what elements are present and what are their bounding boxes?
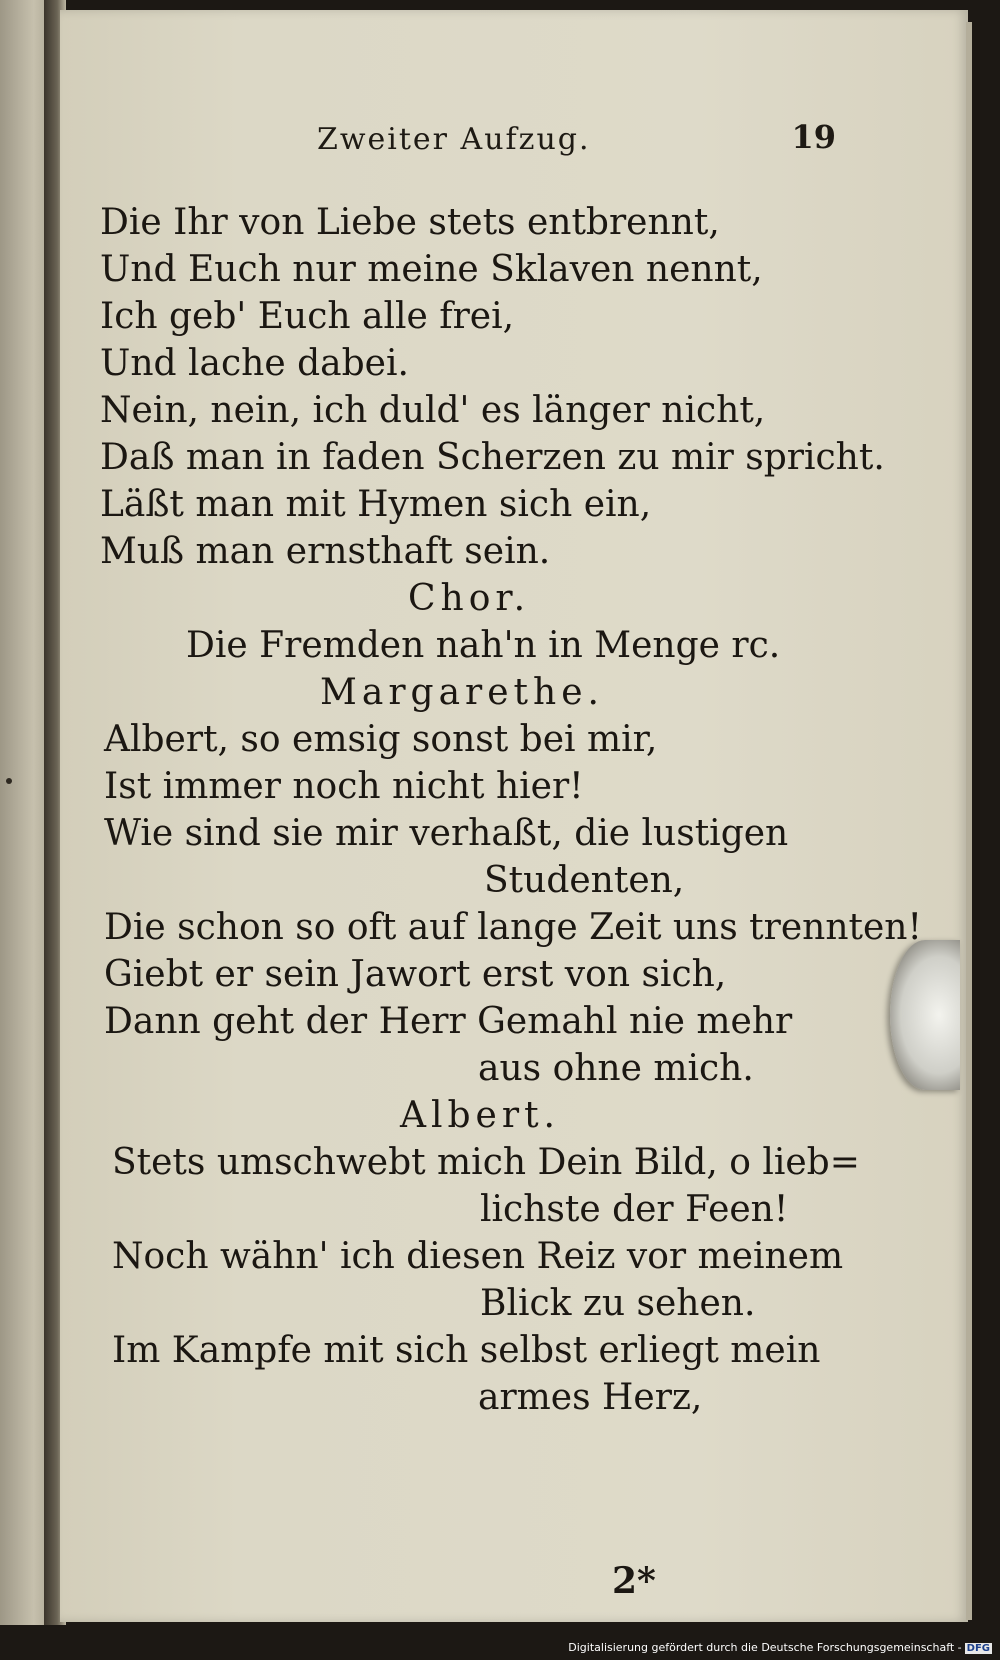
speaker-name: Margarethe. — [320, 672, 604, 713]
dfg-logo: DFG — [966, 1643, 990, 1654]
running-title: Zweiter Aufzug. — [317, 122, 591, 157]
verse-line: Muß man ernsthaft sein. — [100, 531, 551, 572]
verse-line-continuation: Studenten, — [484, 860, 685, 901]
verse-line: Stets umschwebt mich Dein Bild, o lieb= — [112, 1142, 860, 1183]
page-clip — [890, 940, 960, 1090]
verse-line-continuation: lichste der Feen! — [480, 1189, 789, 1230]
page-number: 19 — [791, 118, 836, 156]
verse-line: Die Ihr von Liebe stets entbrennt, — [100, 202, 720, 243]
verse-line: Dann geht der Herr Gemahl nie mehr — [104, 1001, 793, 1042]
page-edge — [966, 22, 972, 1620]
verse-line: Und Euch nur meine Sklaven nennt, — [100, 249, 763, 290]
verse-line: Nein, nein, ich duld' es länger nicht, — [100, 390, 766, 431]
digitization-footer — [568, 1641, 992, 1654]
verse-line: Läßt man mit Hymen sich ein, — [100, 484, 652, 525]
verse-line: Giebt er sein Jawort erst von sich, — [104, 954, 727, 995]
verse-line-continuation: aus ohne mich. — [478, 1048, 754, 1089]
running-header — [300, 118, 840, 168]
stage-direction: Die Fremden nah'n in Menge rc. — [186, 625, 781, 666]
verse-line: Und lache dabei. — [100, 343, 409, 384]
ink-mark — [6, 778, 12, 784]
verse-line-continuation: Blick zu sehen. — [480, 1283, 756, 1324]
verse-line-continuation: armes Herz, — [478, 1377, 703, 1418]
footer-text: Digitalisierung gefördert durch die Deutsche Forschungsgemeinschaft - — [568, 1641, 962, 1654]
verse-line: Ist immer noch nicht hier! — [104, 766, 584, 807]
verse-line: Im Kampfe mit sich selbst erliegt mein — [112, 1330, 821, 1371]
signature-mark: 2* — [612, 1560, 656, 1602]
verse-line: Daß man in faden Scherzen zu mir spricht. — [100, 437, 885, 478]
verse-line: Noch wähn' ich diesen Reiz vor meinem — [112, 1236, 844, 1277]
verse-line: Albert, so emsig sonst bei mir, — [104, 719, 658, 760]
speaker-name: Chor. — [408, 578, 531, 619]
left-page-edge — [0, 0, 48, 1625]
verse-line: Wie sind sie mir verhaßt, die lustigen — [104, 813, 789, 854]
verse-line: Die schon so oft auf lange Zeit uns trennten! — [104, 907, 922, 948]
verse-line: Ich geb' Euch alle frei, — [100, 296, 515, 337]
speaker-name: Albert. — [400, 1095, 560, 1136]
